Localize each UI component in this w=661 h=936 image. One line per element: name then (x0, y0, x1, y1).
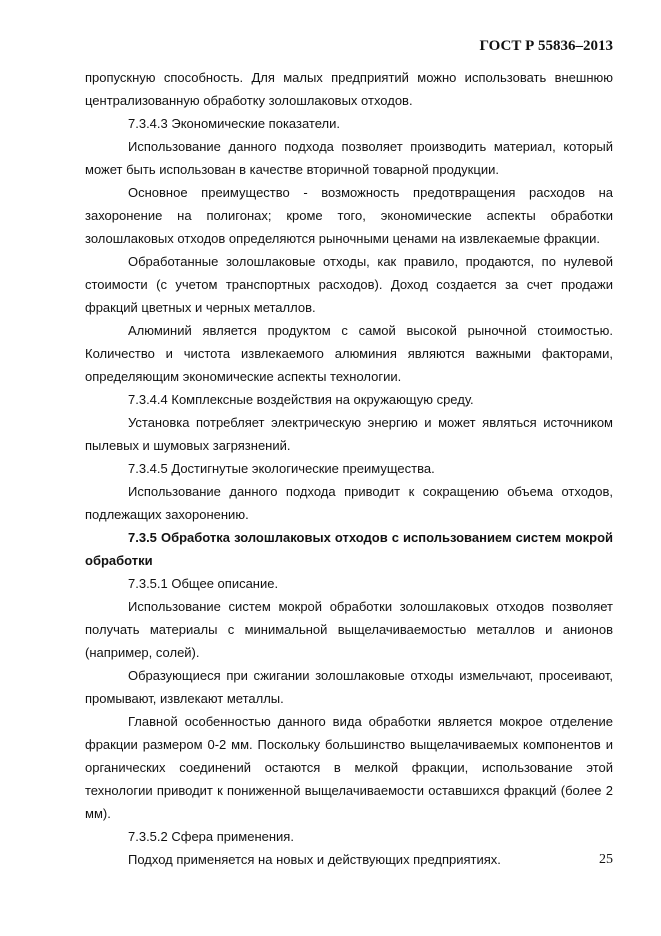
page-number: 25 (599, 852, 613, 867)
document-body (85, 66, 613, 871)
section-heading-7-3-5-2: 7.3.5.2 Сфера применения. (128, 829, 294, 844)
paragraph: Использование систем мокрой обработки золошлаковых отходов позволяет получать материалы с минимальной выщелачиваемостью металлов и анионов (например, солей). (85, 599, 613, 660)
document-number-header: ГОСТ Р 55836–2013 (479, 38, 613, 54)
paragraph: Установка потребляет электрическую энергию и может являться источником пылевых и шумовых загрязнений. (85, 415, 613, 453)
section-heading-7-3-4-3: 7.3.4.3 Экономические показатели. (128, 116, 340, 131)
paragraph: Использование данного подхода приводит к сокращению объема отходов, подлежащих захоронению. (85, 484, 613, 522)
paragraph: Подход применяется на новых и действующих предприятиях. (128, 852, 501, 867)
section-heading-7-3-5-1: 7.3.5.1 Общее описание. (128, 576, 279, 591)
paragraph-continuation: пропускную способность. Для малых предприятий можно использовать внешнюю централизованную обработку золошлаковых отходов. (85, 70, 613, 108)
section-heading-7-3-4-4: 7.3.4.4 Комплексные воздействия на окружающую среду. (128, 392, 474, 407)
paragraph: Использование данного подхода позволяет производить материал, который может быть использован в качестве вторичной товарной продукции. (85, 139, 613, 177)
paragraph: Основное преимущество - возможность предотвращения расходов на захоронение на полигонах; кроме того, экономические аспекты обработки золошлаковых отходов определяются рыночными ценами на извлекаемые фракции. (85, 185, 613, 246)
section-heading-7-3-4-5: 7.3.4.5 Достигнутые экологические преимущества. (128, 461, 435, 476)
paragraph: Главной особенностью данного вида обработки является мокрое отделение фракции размером 0-2 мм. Поскольку большинство выщелачиваемых компонентов и органических соединений остаются в мелкой фракции, использование этой технологии приводит к пониженной выщелачиваемости оставшихся фракций (более 2 мм). (85, 714, 613, 821)
paragraph: Образующиеся при сжигании золошлаковые отходы измельчают, просеивают, промывают, извлекают металлы. (85, 668, 613, 706)
section-title-7-3-5: 7.3.5 Обработка золошлаковых отходов с использованием систем мокрой обработки (85, 530, 613, 568)
paragraph: Обработанные золошлаковые отходы, как правило, продаются, по нулевой стоимости (с учетом транспортных расходов). Доход создается за счет продажи фракций цветных и черных металлов. (85, 254, 613, 315)
paragraph: Алюминий является продуктом с самой высокой рыночной стоимостью. Количество и чистота извлекаемого алюминия являются важными факторами, определяющим экономические аспекты технологии. (85, 323, 613, 384)
